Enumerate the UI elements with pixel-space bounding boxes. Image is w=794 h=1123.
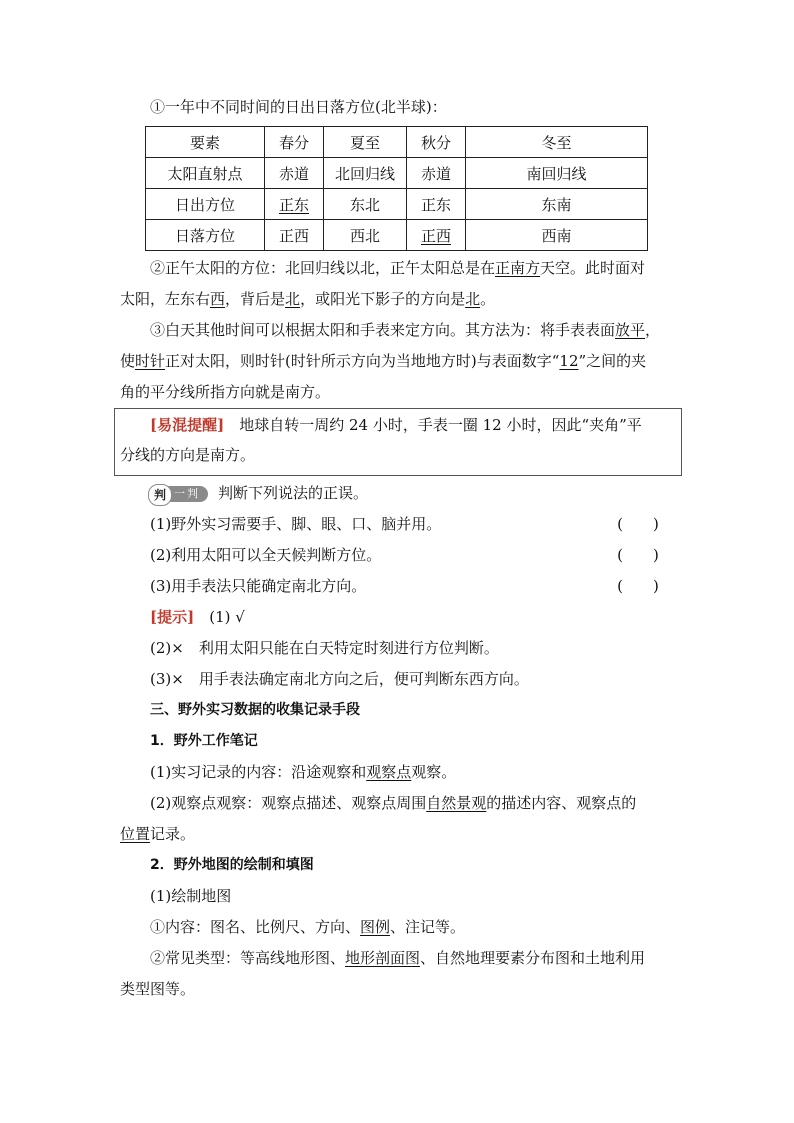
map-types-item-a: ②常见类型：等高线地形图、地形剖面图、自然地理要素分布图和土地利用 bbox=[150, 949, 646, 967]
answer-blank: 北 bbox=[465, 290, 481, 308]
field-notes-item-2b: 位置记录。 bbox=[120, 825, 196, 843]
map-drawing-heading: (1)绘制地图 bbox=[150, 887, 232, 905]
judge-item-3: (3)用手表法只能确定南北方向。 bbox=[150, 577, 367, 595]
paragraph-noon-sun-1: ②正午太阳的方位：北回归线以北，正午太阳总是在正南方天空。此时面对 bbox=[150, 259, 646, 277]
answer-blank: 地形剖面图 bbox=[345, 949, 421, 967]
answer-paren-3[interactable]: ( ) bbox=[617, 577, 659, 595]
answer-blank: 12 bbox=[559, 352, 579, 370]
hint-line-2: (2)× 利用太阳只能在白天特定时刻进行方位判断。 bbox=[150, 639, 499, 657]
table-cell: 日落方位 bbox=[146, 220, 265, 251]
subsection-2-title: 2．野外地图的绘制和填图 bbox=[150, 857, 314, 873]
table-row bbox=[146, 158, 648, 189]
table-cell: 赤道 bbox=[407, 158, 466, 189]
answer-blank: 观察点 bbox=[366, 763, 412, 781]
judge-heading bbox=[150, 478, 680, 508]
map-types-item-b: 类型图等。 bbox=[120, 980, 196, 998]
table-cell: 日出方位 bbox=[146, 189, 265, 220]
judge-badge-icon: 判 一判 bbox=[150, 486, 208, 502]
answer-blank: 时针 bbox=[135, 352, 166, 370]
field-notes-item-1: (1)实习记录的内容：沿途观察和观察点观察。 bbox=[150, 763, 457, 781]
table-cell: 西北 bbox=[324, 220, 407, 251]
table-cell bbox=[407, 220, 466, 251]
hint-label: [提示] bbox=[150, 608, 195, 626]
hint-line-1: [提示] (1) √ bbox=[150, 608, 245, 626]
section-heading: 三、野外实习数据的收集记录手段 bbox=[150, 702, 360, 718]
table-row bbox=[146, 189, 648, 220]
answer-blank: 图例 bbox=[360, 918, 391, 936]
table-cell: 正西 bbox=[265, 220, 324, 251]
answer-paren-1[interactable]: ( ) bbox=[617, 515, 659, 533]
confusion-tip-label: [易混提醒] bbox=[150, 416, 225, 434]
judge-item-2: (2)利用太阳可以全天候判断方位。 bbox=[150, 546, 382, 564]
table-cell: 正东 bbox=[407, 189, 466, 220]
judge-title: 判断下列说法的正误。 bbox=[218, 484, 369, 502]
table-cell: 北回归线 bbox=[324, 158, 407, 189]
answer-blank: 北 bbox=[285, 290, 301, 308]
answer-blank: 正南方 bbox=[495, 259, 541, 277]
table-header-cell: 夏至 bbox=[324, 127, 407, 158]
table-cell: 东北 bbox=[324, 189, 407, 220]
table-header-cell: 秋分 bbox=[407, 127, 466, 158]
answer-paren-2[interactable]: ( ) bbox=[617, 546, 659, 564]
table-header-row bbox=[146, 127, 648, 158]
table-header-cell: 春分 bbox=[265, 127, 324, 158]
table-cell: 太阳直射点 bbox=[146, 158, 265, 189]
confusion-tip-line-1: [易混提醒] 地球自转一周约 24 小时，手表一圈 12 小时，因此“夹角”平 bbox=[150, 416, 642, 434]
answer-blank: 自然景观 bbox=[426, 794, 487, 812]
table-row bbox=[146, 220, 648, 251]
table-cell: 南回归线 bbox=[466, 158, 648, 189]
paragraph-watch-method-3: 角的平分线所指方向就是南方。 bbox=[120, 383, 331, 401]
sunrise-sunset-intro: ①一年中不同时间的日出日落方位(北半球)： bbox=[150, 98, 447, 116]
judge-item-1: (1)野外实习需要手、脚、眼、口、脑并用。 bbox=[150, 515, 442, 533]
map-content-item: ①内容：图名、比例尺、方向、图例、注记等。 bbox=[150, 918, 466, 936]
answer-blank: 放平 bbox=[615, 321, 646, 339]
confusion-tip-line-2: 分线的方向是南方。 bbox=[120, 446, 256, 464]
table-cell: 赤道 bbox=[265, 158, 324, 189]
table-header-cell: 要素 bbox=[146, 127, 265, 158]
field-notes-item-2a: (2)观察点观察：观察点描述、观察点周围自然景观的描述内容、观察点的 bbox=[150, 794, 637, 812]
table-header-cell: 冬至 bbox=[466, 127, 648, 158]
sunrise-sunset-table bbox=[145, 126, 648, 251]
table-cell-answer: 正东 bbox=[278, 195, 309, 214]
subsection-1-title: 1．野外工作笔记 bbox=[150, 733, 258, 749]
hint-line-3: (3)× 用手表法确定南北方向之后，便可判断东西方向。 bbox=[150, 670, 529, 688]
answer-blank: 位置 bbox=[120, 825, 151, 843]
table-cell: 东南 bbox=[466, 189, 648, 220]
paragraph-watch-method-2: 使时针正对太阳，则时针(时针所示方向为当地地方时)与表面数字“12”之间的夹 bbox=[120, 352, 647, 370]
answer-blank: 西 bbox=[210, 290, 226, 308]
table-cell bbox=[265, 189, 324, 220]
paragraph-watch-method-1: ③白天其他时间可以根据太阳和手表来定方向。其方法为：将手表表面放平， bbox=[150, 321, 661, 339]
table-cell-answer: 正西 bbox=[420, 226, 451, 245]
table-cell: 西南 bbox=[466, 220, 648, 251]
paragraph-noon-sun-2: 太阳，左东右西，背后是北，或阳光下影子的方向是北。 bbox=[120, 290, 496, 308]
